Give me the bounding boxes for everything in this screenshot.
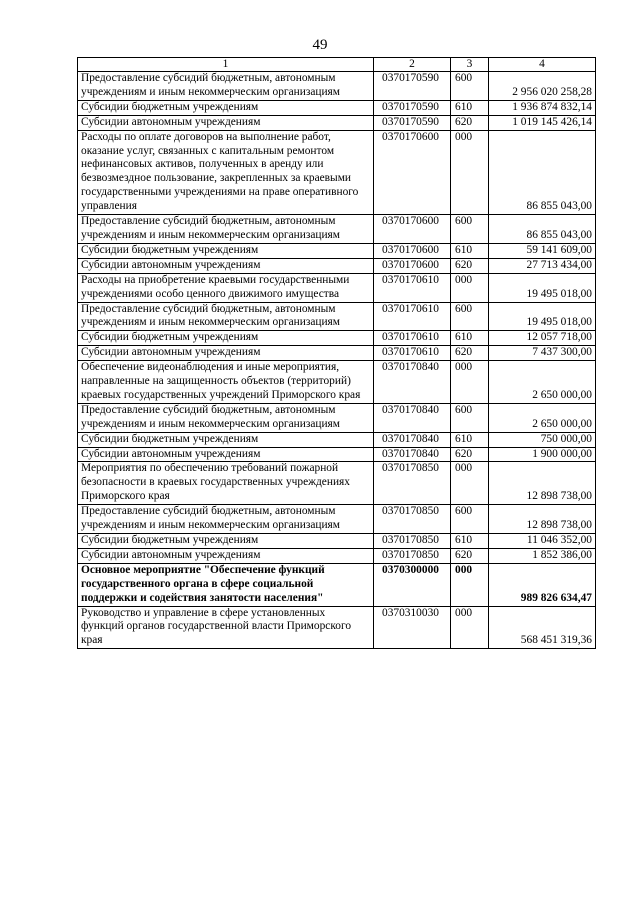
row-name-cell: Обеспечение видеонаблюдения и иные мероприятия, направленные на защищенность объектов (территорий) краевых государственных учреждений Приморского края (78, 361, 374, 404)
row-amount-cell: 989 826 634,47 (489, 563, 596, 606)
column-header-amount: 4 (489, 58, 596, 72)
row-name-cell: Предоставление субсидий бюджетным, автономным учреждениям и иным некоммерческим организациям (78, 72, 374, 101)
row-code-cell: 0370170850 (374, 462, 451, 505)
row-amount-cell: 12 057 718,00 (489, 331, 596, 346)
row-amount-cell: 1 852 386,00 (489, 548, 596, 563)
row-code-cell: 0370170600 (374, 130, 451, 214)
page-number: 49 (312, 37, 328, 53)
row-amount-cell: 27 713 434,00 (489, 258, 596, 273)
row-code-cell: 0370170840 (374, 447, 451, 462)
row-amount-cell: 86 855 043,00 (489, 130, 596, 214)
column-header-code: 2 (374, 58, 451, 72)
table-row (78, 215, 596, 244)
row-code-cell: 0370170840 (374, 432, 451, 447)
row-name-cell: Расходы на приобретение краевыми государственными учреждениями особо ценного движимого имущества (78, 273, 374, 302)
row-type-cell: 620 (451, 115, 489, 130)
row-code-cell: 0370170610 (374, 273, 451, 302)
row-type-cell: 000 (451, 606, 489, 649)
row-name-cell: Субсидии бюджетным учреждениям (78, 534, 374, 549)
row-name-cell: Мероприятия по обеспечению требований пожарной безопасности в краевых государственных учреждениях Приморского края (78, 462, 374, 505)
table-row (78, 130, 596, 214)
row-code-cell: 0370170610 (374, 331, 451, 346)
table-row (78, 606, 596, 649)
row-type-cell: 000 (451, 273, 489, 302)
row-amount-cell: 2 650 000,00 (489, 403, 596, 432)
row-amount-cell: 2 956 020 258,28 (489, 72, 596, 101)
row-code-cell: 0370170850 (374, 548, 451, 563)
row-type-cell: 000 (451, 361, 489, 404)
row-type-cell: 600 (451, 403, 489, 432)
row-type-cell: 600 (451, 215, 489, 244)
row-code-cell: 0370170590 (374, 115, 451, 130)
table-row (78, 534, 596, 549)
table-row (78, 331, 596, 346)
row-amount-cell: 19 495 018,00 (489, 302, 596, 331)
row-code-cell: 0370170610 (374, 302, 451, 331)
row-name-cell: Расходы по оплате договоров на выполнение работ, оказание услуг, связанных с капитальным ремонтом нефинансовых активов, полученных в аренду или безвозмездное пользование, закрепленных за краевыми государственными учреждениями на праве оперативного управления (78, 130, 374, 214)
table-row (78, 258, 596, 273)
table-row (78, 346, 596, 361)
row-amount-cell: 12 898 738,00 (489, 462, 596, 505)
row-type-cell: 000 (451, 563, 489, 606)
row-name-cell: Субсидии автономным учреждениям (78, 115, 374, 130)
table-row (78, 432, 596, 447)
row-amount-cell: 1 900 000,00 (489, 447, 596, 462)
table-row (78, 243, 596, 258)
row-name-cell: Предоставление субсидий бюджетным, автономным учреждениям и иным некоммерческим организациям (78, 403, 374, 432)
table-row (78, 548, 596, 563)
row-name-cell: Субсидии автономным учреждениям (78, 447, 374, 462)
row-type-cell: 610 (451, 331, 489, 346)
row-name-cell: Предоставление субсидий бюджетным, автономным учреждениям и иным некоммерческим организациям (78, 302, 374, 331)
row-type-cell: 620 (451, 548, 489, 563)
row-name-cell: Субсидии бюджетным учреждениям (78, 432, 374, 447)
row-type-cell: 610 (451, 100, 489, 115)
row-amount-cell: 1 019 145 426,14 (489, 115, 596, 130)
row-code-cell: 0370170840 (374, 403, 451, 432)
row-amount-cell: 59 141 609,00 (489, 243, 596, 258)
table-header-row (78, 58, 596, 72)
row-type-cell: 600 (451, 505, 489, 534)
row-name-cell: Субсидии бюджетным учреждениям (78, 100, 374, 115)
table-row (78, 115, 596, 130)
table-row (78, 447, 596, 462)
row-amount-cell: 750 000,00 (489, 432, 596, 447)
row-amount-cell: 7 437 300,00 (489, 346, 596, 361)
row-name-cell: Предоставление субсидий бюджетным, автономным учреждениям и иным некоммерческим организациям (78, 215, 374, 244)
row-code-cell: 0370310030 (374, 606, 451, 649)
table-row (78, 563, 596, 606)
row-type-cell: 610 (451, 534, 489, 549)
row-code-cell: 0370300000 (374, 563, 451, 606)
row-name-cell: Субсидии автономным учреждениям (78, 258, 374, 273)
row-code-cell: 0370170590 (374, 100, 451, 115)
row-type-cell: 000 (451, 130, 489, 214)
table-row (78, 273, 596, 302)
row-code-cell: 0370170590 (374, 72, 451, 101)
row-type-cell: 600 (451, 302, 489, 331)
row-type-cell: 610 (451, 243, 489, 258)
row-amount-cell: 19 495 018,00 (489, 273, 596, 302)
row-amount-cell: 1 936 874 832,14 (489, 100, 596, 115)
row-amount-cell: 568 451 319,36 (489, 606, 596, 649)
row-amount-cell: 11 046 352,00 (489, 534, 596, 549)
row-code-cell: 0370170600 (374, 243, 451, 258)
row-code-cell: 0370170840 (374, 361, 451, 404)
row-code-cell: 0370170850 (374, 534, 451, 549)
row-code-cell: 0370170600 (374, 258, 451, 273)
row-name-cell: Основное мероприятие "Обеспечение функций государственного органа в сфере социальной поддержки и содействия занятости населения" (78, 563, 374, 606)
row-type-cell: 620 (451, 258, 489, 273)
row-name-cell: Предоставление субсидий бюджетным, автономным учреждениям и иным некоммерческим организациям (78, 505, 374, 534)
row-amount-cell: 2 650 000,00 (489, 361, 596, 404)
table-row (78, 100, 596, 115)
row-amount-cell: 12 898 738,00 (489, 505, 596, 534)
row-code-cell: 0370170600 (374, 215, 451, 244)
table-row (78, 361, 596, 404)
table-row (78, 72, 596, 101)
table-row (78, 302, 596, 331)
row-name-cell: Субсидии автономным учреждениям (78, 548, 374, 563)
budget-table (77, 57, 596, 649)
row-amount-cell: 86 855 043,00 (489, 215, 596, 244)
table-row (78, 505, 596, 534)
row-type-cell: 600 (451, 72, 489, 101)
column-header-name: 1 (78, 58, 374, 72)
row-name-cell: Субсидии бюджетным учреждениям (78, 243, 374, 258)
row-type-cell: 610 (451, 432, 489, 447)
row-type-cell: 000 (451, 462, 489, 505)
row-type-cell: 620 (451, 346, 489, 361)
row-name-cell: Руководство и управление в сфере установленных функций органов государственной власти Приморского края (78, 606, 374, 649)
row-type-cell: 620 (451, 447, 489, 462)
table-row (78, 403, 596, 432)
row-code-cell: 0370170610 (374, 346, 451, 361)
column-header-type: 3 (451, 58, 489, 72)
row-name-cell: Субсидии автономным учреждениям (78, 346, 374, 361)
row-code-cell: 0370170850 (374, 505, 451, 534)
table-row (78, 462, 596, 505)
row-name-cell: Субсидии бюджетным учреждениям (78, 331, 374, 346)
